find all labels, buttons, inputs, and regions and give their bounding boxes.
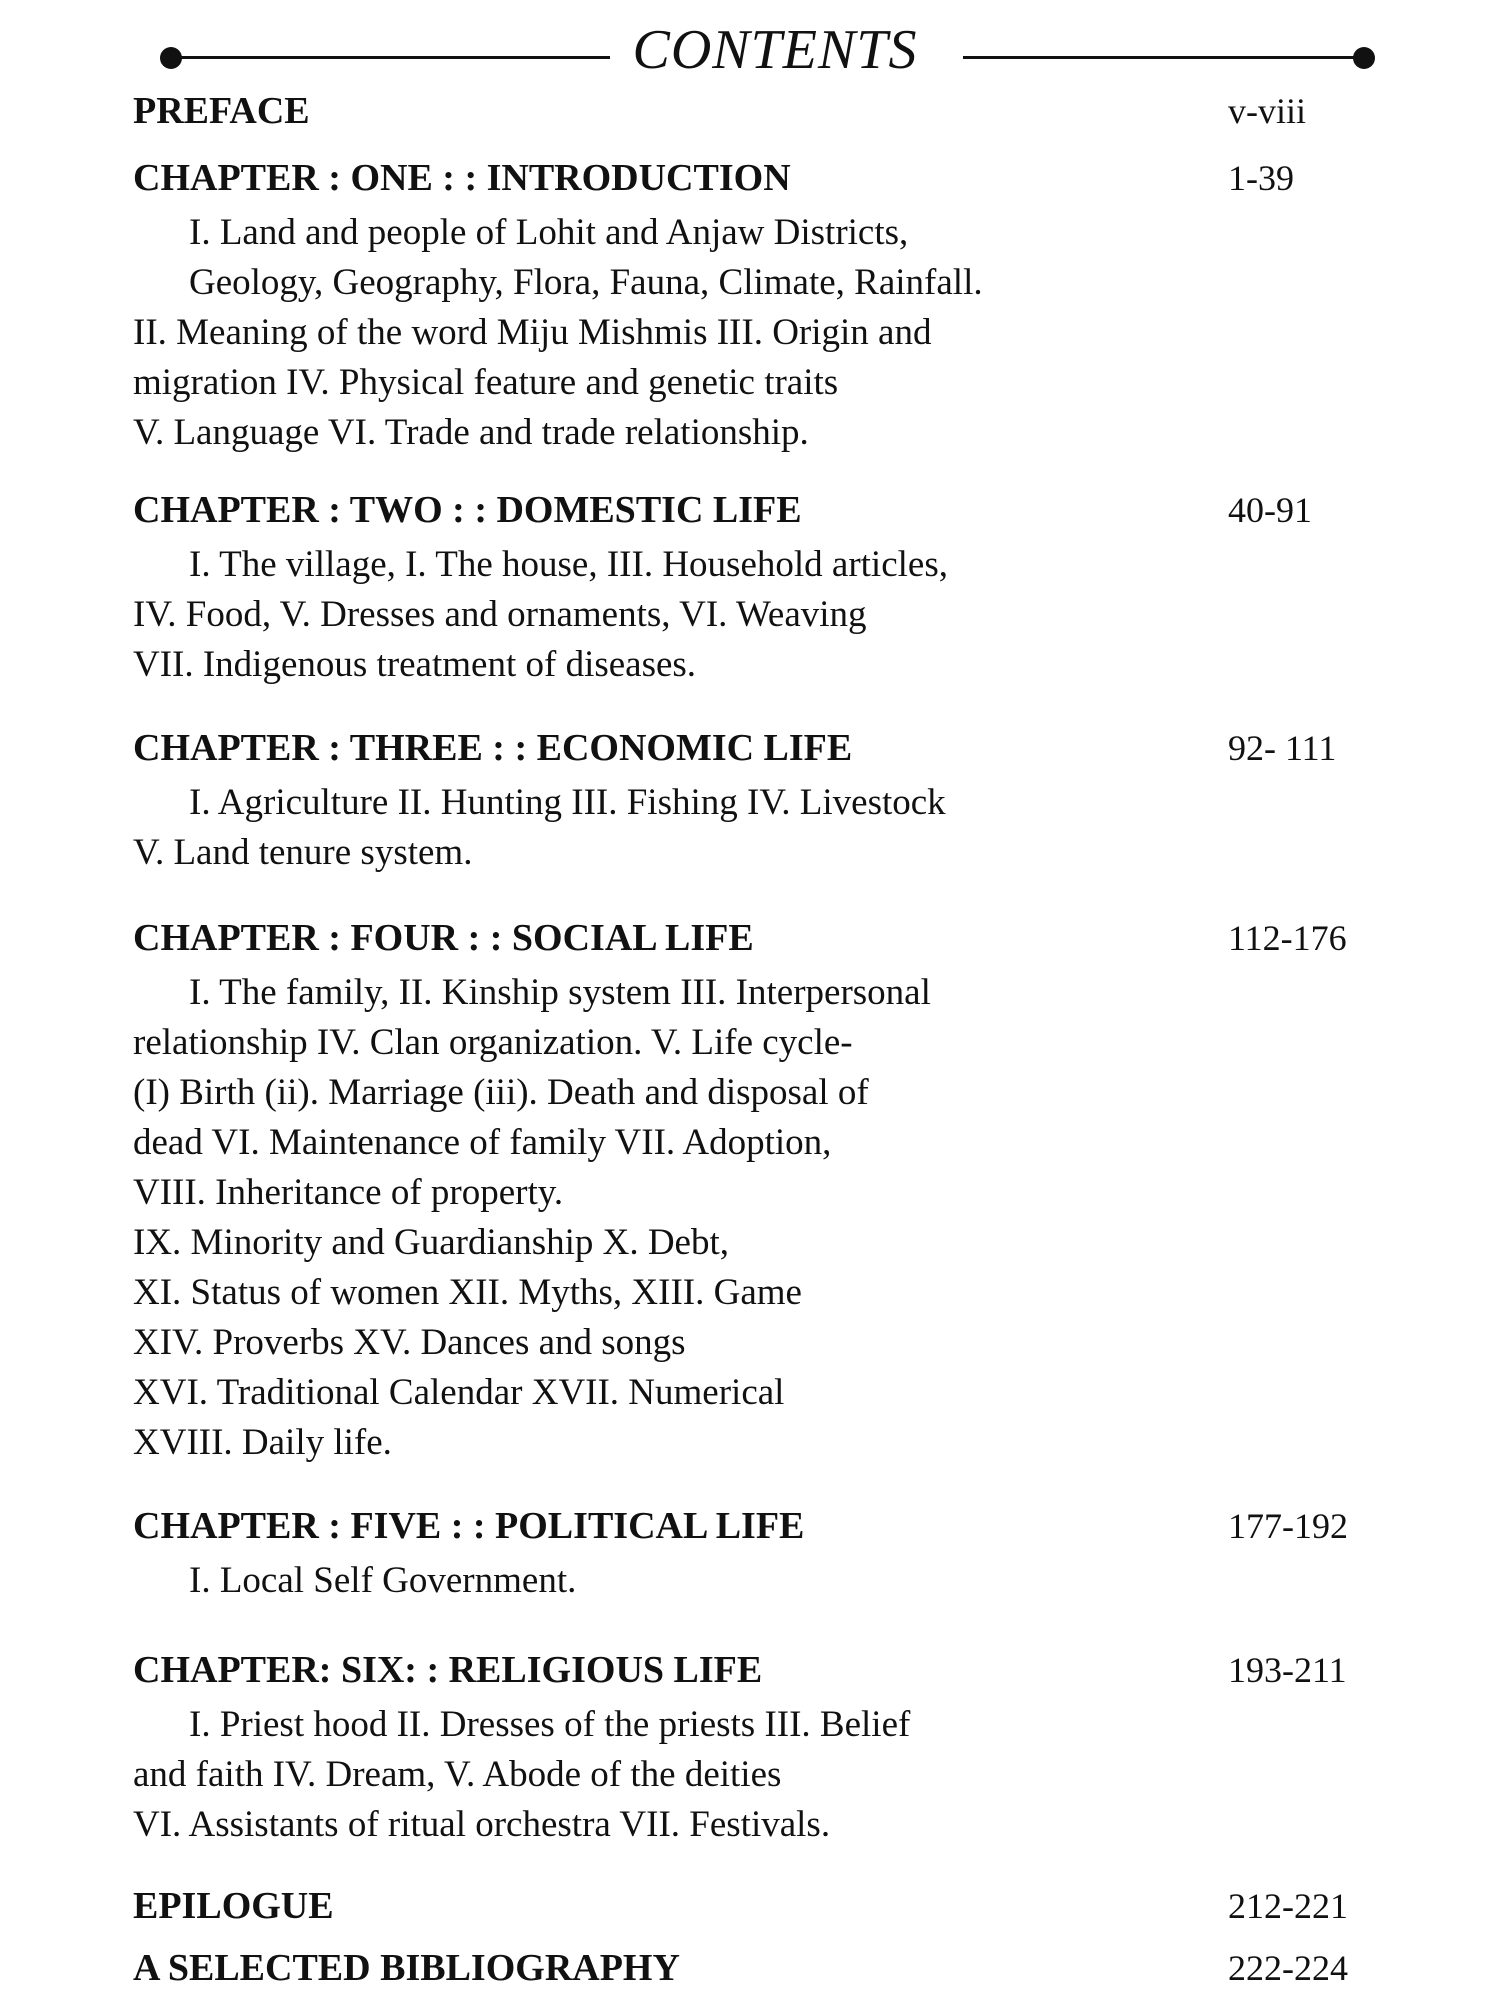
entry-title: CHAPTER : FOUR : : SOCIAL LIFE: [133, 917, 754, 959]
entry-title: A SELECTED BIBLIOGRAPHY: [133, 1947, 680, 1989]
section-line: XVI. Traditional Calendar XVII. Numerical: [133, 1372, 785, 1413]
section-line: VIII. Inheritance of property.: [133, 1172, 564, 1213]
entry-pages: 92- 111: [1228, 728, 1337, 768]
section-line: II. Meaning of the word Miju Mishmis III. Origin and: [133, 312, 932, 353]
entry-sections: [133, 208, 1233, 458]
bullet-right-icon: [1353, 47, 1375, 69]
section-line: I. The village, I. The house, III. Household articles,: [189, 544, 948, 585]
entry-sections: [133, 540, 1233, 690]
entry-sections: [133, 968, 1233, 1468]
toc-entry-bibliography: [133, 1942, 1383, 1994]
entry-pages: 112-176: [1228, 918, 1347, 958]
section-line: and faith IV. Dream, V. Abode of the deities: [133, 1754, 782, 1795]
entry-title: CHAPTER : TWO : : DOMESTIC LIFE: [133, 489, 802, 531]
section-line: I. Priest hood II. Dresses of the priests III. Belief: [189, 1704, 911, 1745]
section-line: V. Land tenure system.: [133, 832, 473, 873]
toc-entry-chapter-three: [133, 722, 1383, 878]
entry-sections: [133, 778, 1233, 878]
entry-sections: [133, 1700, 1233, 1850]
section-line: IX. Minority and Guardianship X. Debt,: [133, 1222, 730, 1263]
toc-entry-chapter-four: [133, 912, 1383, 1468]
entry-pages: 177-192: [1228, 1506, 1348, 1546]
entry-pages: 193-211: [1228, 1650, 1347, 1690]
header-rule-left: [168, 56, 610, 59]
entry-pages: 212-221: [1228, 1886, 1348, 1926]
entry-title: CHAPTER : ONE : : INTRODUCTION: [133, 157, 791, 199]
section-line: XI. Status of women XII. Myths, XIII. Game: [133, 1272, 802, 1313]
entry-title: EPILOGUE: [133, 1885, 334, 1927]
section-line: I. Agriculture II. Hunting III. Fishing IV. Livestock: [189, 782, 946, 823]
toc-entry-chapter-six: [133, 1644, 1383, 1850]
section-line: XVIII. Daily life.: [133, 1422, 392, 1463]
entry-pages: 1-39: [1228, 158, 1294, 198]
section-line: Geology, Geography, Flora, Fauna, Climate, Rainfall.: [189, 262, 983, 303]
section-line: I. Land and people of Lohit and Anjaw Districts,: [189, 212, 909, 253]
toc-entry-epilogue: [133, 1880, 1383, 1932]
contents-header: [160, 10, 1375, 90]
section-line: VII. Indigenous treatment of diseases.: [133, 644, 697, 685]
section-line: migration IV. Physical feature and genetic traits: [133, 362, 839, 403]
page-title: CONTENTS: [632, 19, 918, 81]
section-line: I. Local Self Government.: [189, 1560, 577, 1601]
entry-title: CHAPTER: SIX: : RELIGIOUS LIFE: [133, 1649, 763, 1691]
section-line: dead VI. Maintenance of family VII. Adoption,: [133, 1122, 832, 1163]
section-line: XIV. Proverbs XV. Dances and songs: [133, 1322, 686, 1363]
section-line: IV. Food, V. Dresses and ornaments, VI. Weaving: [133, 594, 867, 635]
entry-sections: [133, 1556, 1233, 1606]
section-line: VI. Assistants of ritual orchestra VII. Festivals.: [133, 1804, 831, 1845]
entry-title: CHAPTER : FIVE : : POLITICAL LIFE: [133, 1505, 805, 1547]
entry-title: CHAPTER : THREE : : ECONOMIC LIFE: [133, 727, 853, 769]
section-line: V. Language VI. Trade and trade relationship.: [133, 412, 809, 453]
section-line: I. The family, II. Kinship system III. Interpersonal: [189, 972, 931, 1013]
header-rule-right: [963, 56, 1363, 59]
toc-entry-chapter-one: [133, 152, 1383, 458]
toc-entry-preface: [133, 85, 1383, 137]
section-line: relationship IV. Clan organization. V. Life cycle-: [133, 1022, 853, 1063]
entry-pages: 40-91: [1228, 490, 1312, 530]
toc-entry-chapter-five: [133, 1500, 1383, 1606]
entry-pages: 222-224: [1228, 1948, 1348, 1988]
section-line: (I) Birth (ii). Marriage (iii). Death and disposal of: [133, 1072, 869, 1113]
toc-entry-chapter-two: [133, 484, 1383, 690]
entry-pages: v-viii: [1228, 91, 1306, 131]
entry-title: PREFACE: [133, 90, 310, 132]
